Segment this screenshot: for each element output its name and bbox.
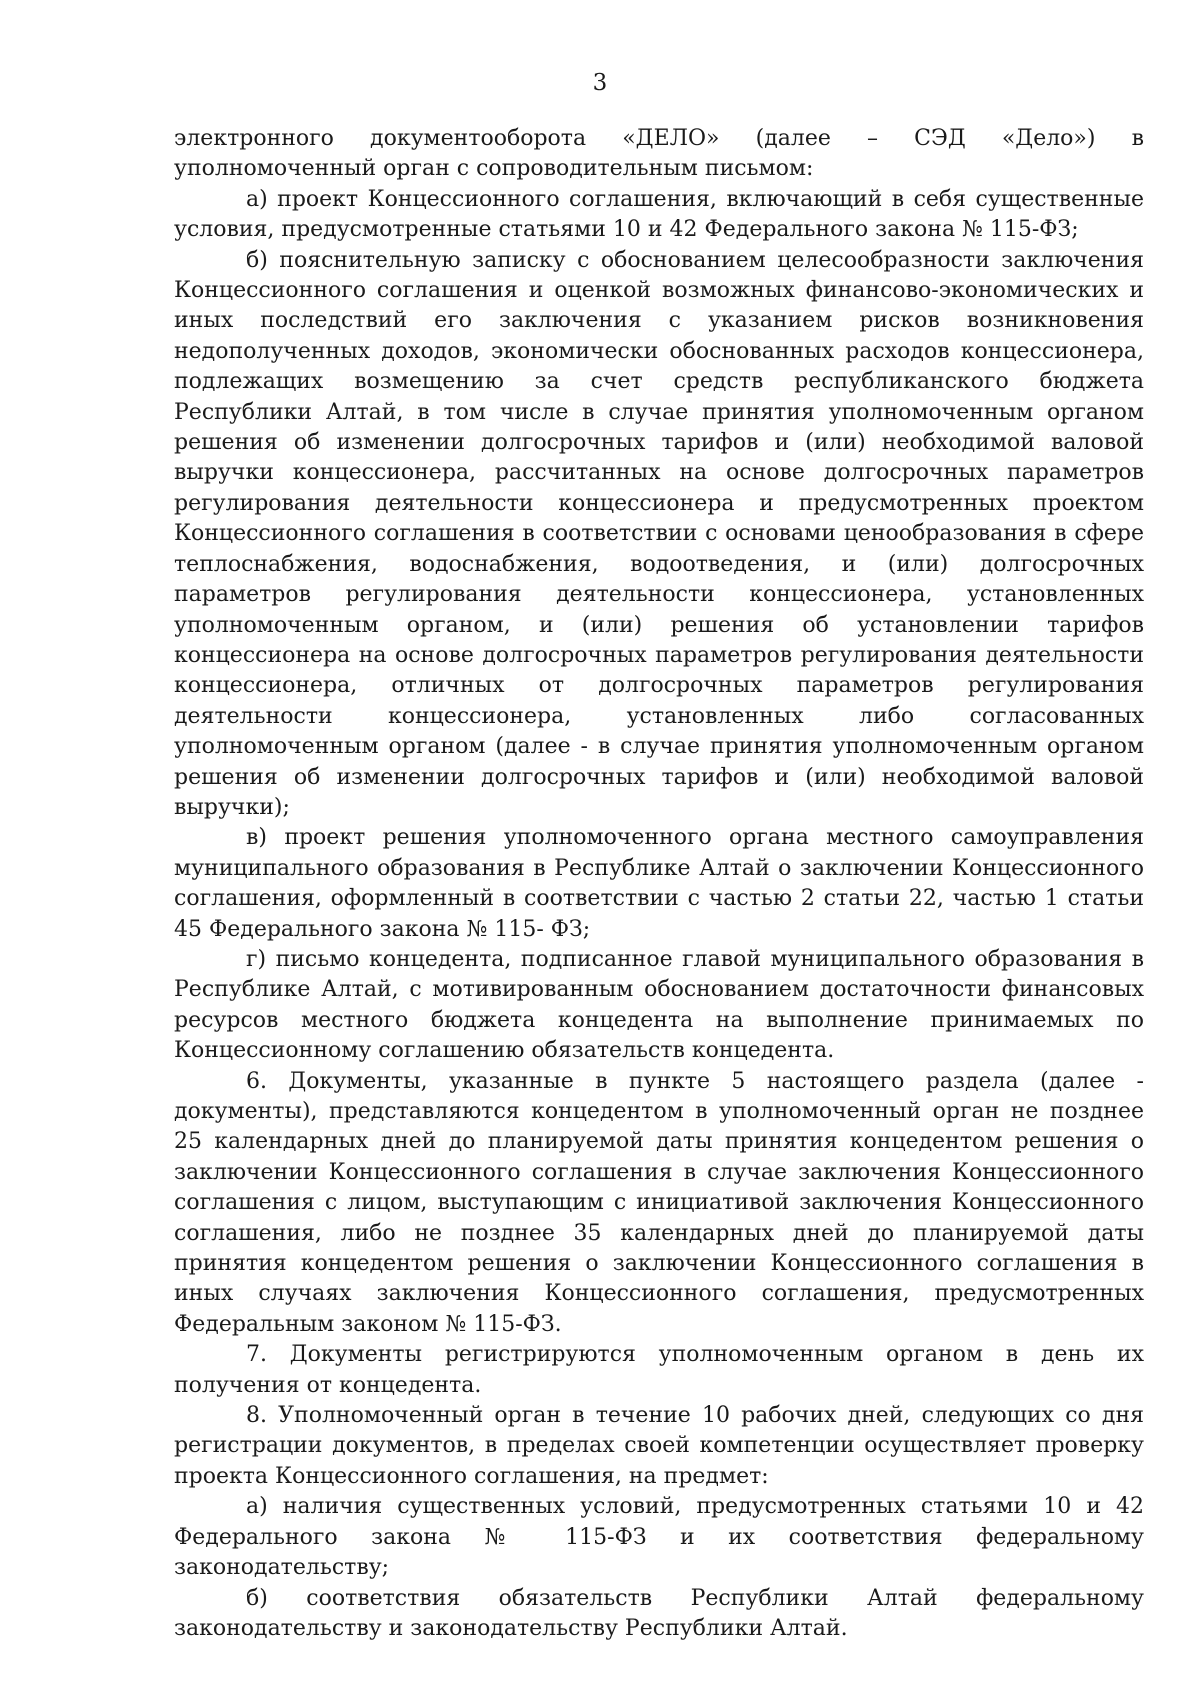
paragraph-item-g-grantor-letter: г) письмо концедента, подписанное главой муниципального образования в Республике Алтай, с мотивированным обоснованием достаточности финансовых ресурсов местного бюджета концедента на выполнение принимаемых по Концессионному соглашению обязательств концедента. bbox=[174, 946, 1144, 1064]
paragraph-section-8-item-b: б) соответствия обязательств Республики Алтай федеральному законодательству и законодательству Республики Алтай. bbox=[174, 1585, 1144, 1641]
paragraph-item-a-draft-agreement: а) проект Концессионного соглашения, включающий в себя существенные условия, предусмотренные статьями 10 и 42 Федерального закона № 115-ФЗ; bbox=[174, 186, 1144, 243]
paragraph-section-8: 8. Уполномоченный орган в течение 10 рабочих дней, следующих со дня регистрации документов, в пределах своей компетенции осуществляет проверку проекта Концессионного соглашения, на предмет: bbox=[174, 1403, 1144, 1489]
paragraph-item-v-draft-decision: в) проект решения уполномоченного органа местного самоуправления муниципального образования в Республике Алтай о заключении Концессионного соглашения, оформленный в соответствии с частью 2 статьи 22, частью 1 статьи 45 Федерального закона № 115- ФЗ; bbox=[174, 825, 1144, 942]
paragraph-section-7: 7. Документы регистрируются уполномоченным органом в день их получения от концедента. bbox=[174, 1342, 1144, 1398]
paragraph-section-6: 6. Документы, указанные в пункте 5 настоящего раздела (далее - документы), представляются концедентом в уполномоченный орган не позднее 25 календарных дней до планируемой даты принятия концедентом решения о заключении Концессионного соглашения в случае заключения Концессионного соглашения с лицом, выступающим с инициативой заключения Концессионного соглашения, либо не позднее 35 календарных дней до планируемой даты принятия концедентом решения о заключении Концессионного соглашения в иных случаях заключения Концессионного соглашения, предусмотренных Федеральным законом № 115-ФЗ. bbox=[174, 1068, 1144, 1337]
page-number: 3 bbox=[592, 70, 608, 96]
document-body bbox=[174, 124, 1144, 1644]
paragraph-section-8-item-a: а) наличия существенных условий, предусмотренных статьями 10 и 42 Федерального закона № 115-ФЗ и их соответствия федеральному законодательству; bbox=[174, 1494, 1144, 1581]
paragraph-intro-continued: электронного документооборота «ДЕЛО» (далее – СЭД «Дело») в уполномоченный орган с сопроводительным письмом: bbox=[174, 126, 1144, 182]
paragraph-item-b-explanatory-note: б) пояснительную записку с обоснованием целесообразности заключения Концессионного соглашения и оценкой возможных финансово-экономических и иных последствий его заключения с указанием рисков возникновения недополученных доходов, экономически обоснованных расходов концессионера, подлежащих возмещению за счет средств республиканского бюджета Республики Алтай, в том числе в случае принятия уполномоченным органом решения об изменении долгосрочных тарифов и (или) необходимой валовой выручки концессионера, рассчитанных на основе долгосрочных параметров регулирования деятельности концессионера и предусмотренных проектом Концессионного соглашения в соответствии с основами ценообразования в сфере теплоснабжения, водоснабжения, водоотведения, и (или) долгосрочных параметров регулирования деятельности концессионера, установленных уполномоченным органом, и (или) решения об установлении тарифов концессионера на основе долгосрочных параметров регулирования деятельности концессионера, отличных от долгосрочных параметров регулирования деятельности концессионера, установленных либо согласованных уполномоченным органом (далее - в случае принятия уполномоченным органом решения об изменении долгосрочных тарифов и (или) необходимой валовой выручки); bbox=[174, 247, 1144, 820]
